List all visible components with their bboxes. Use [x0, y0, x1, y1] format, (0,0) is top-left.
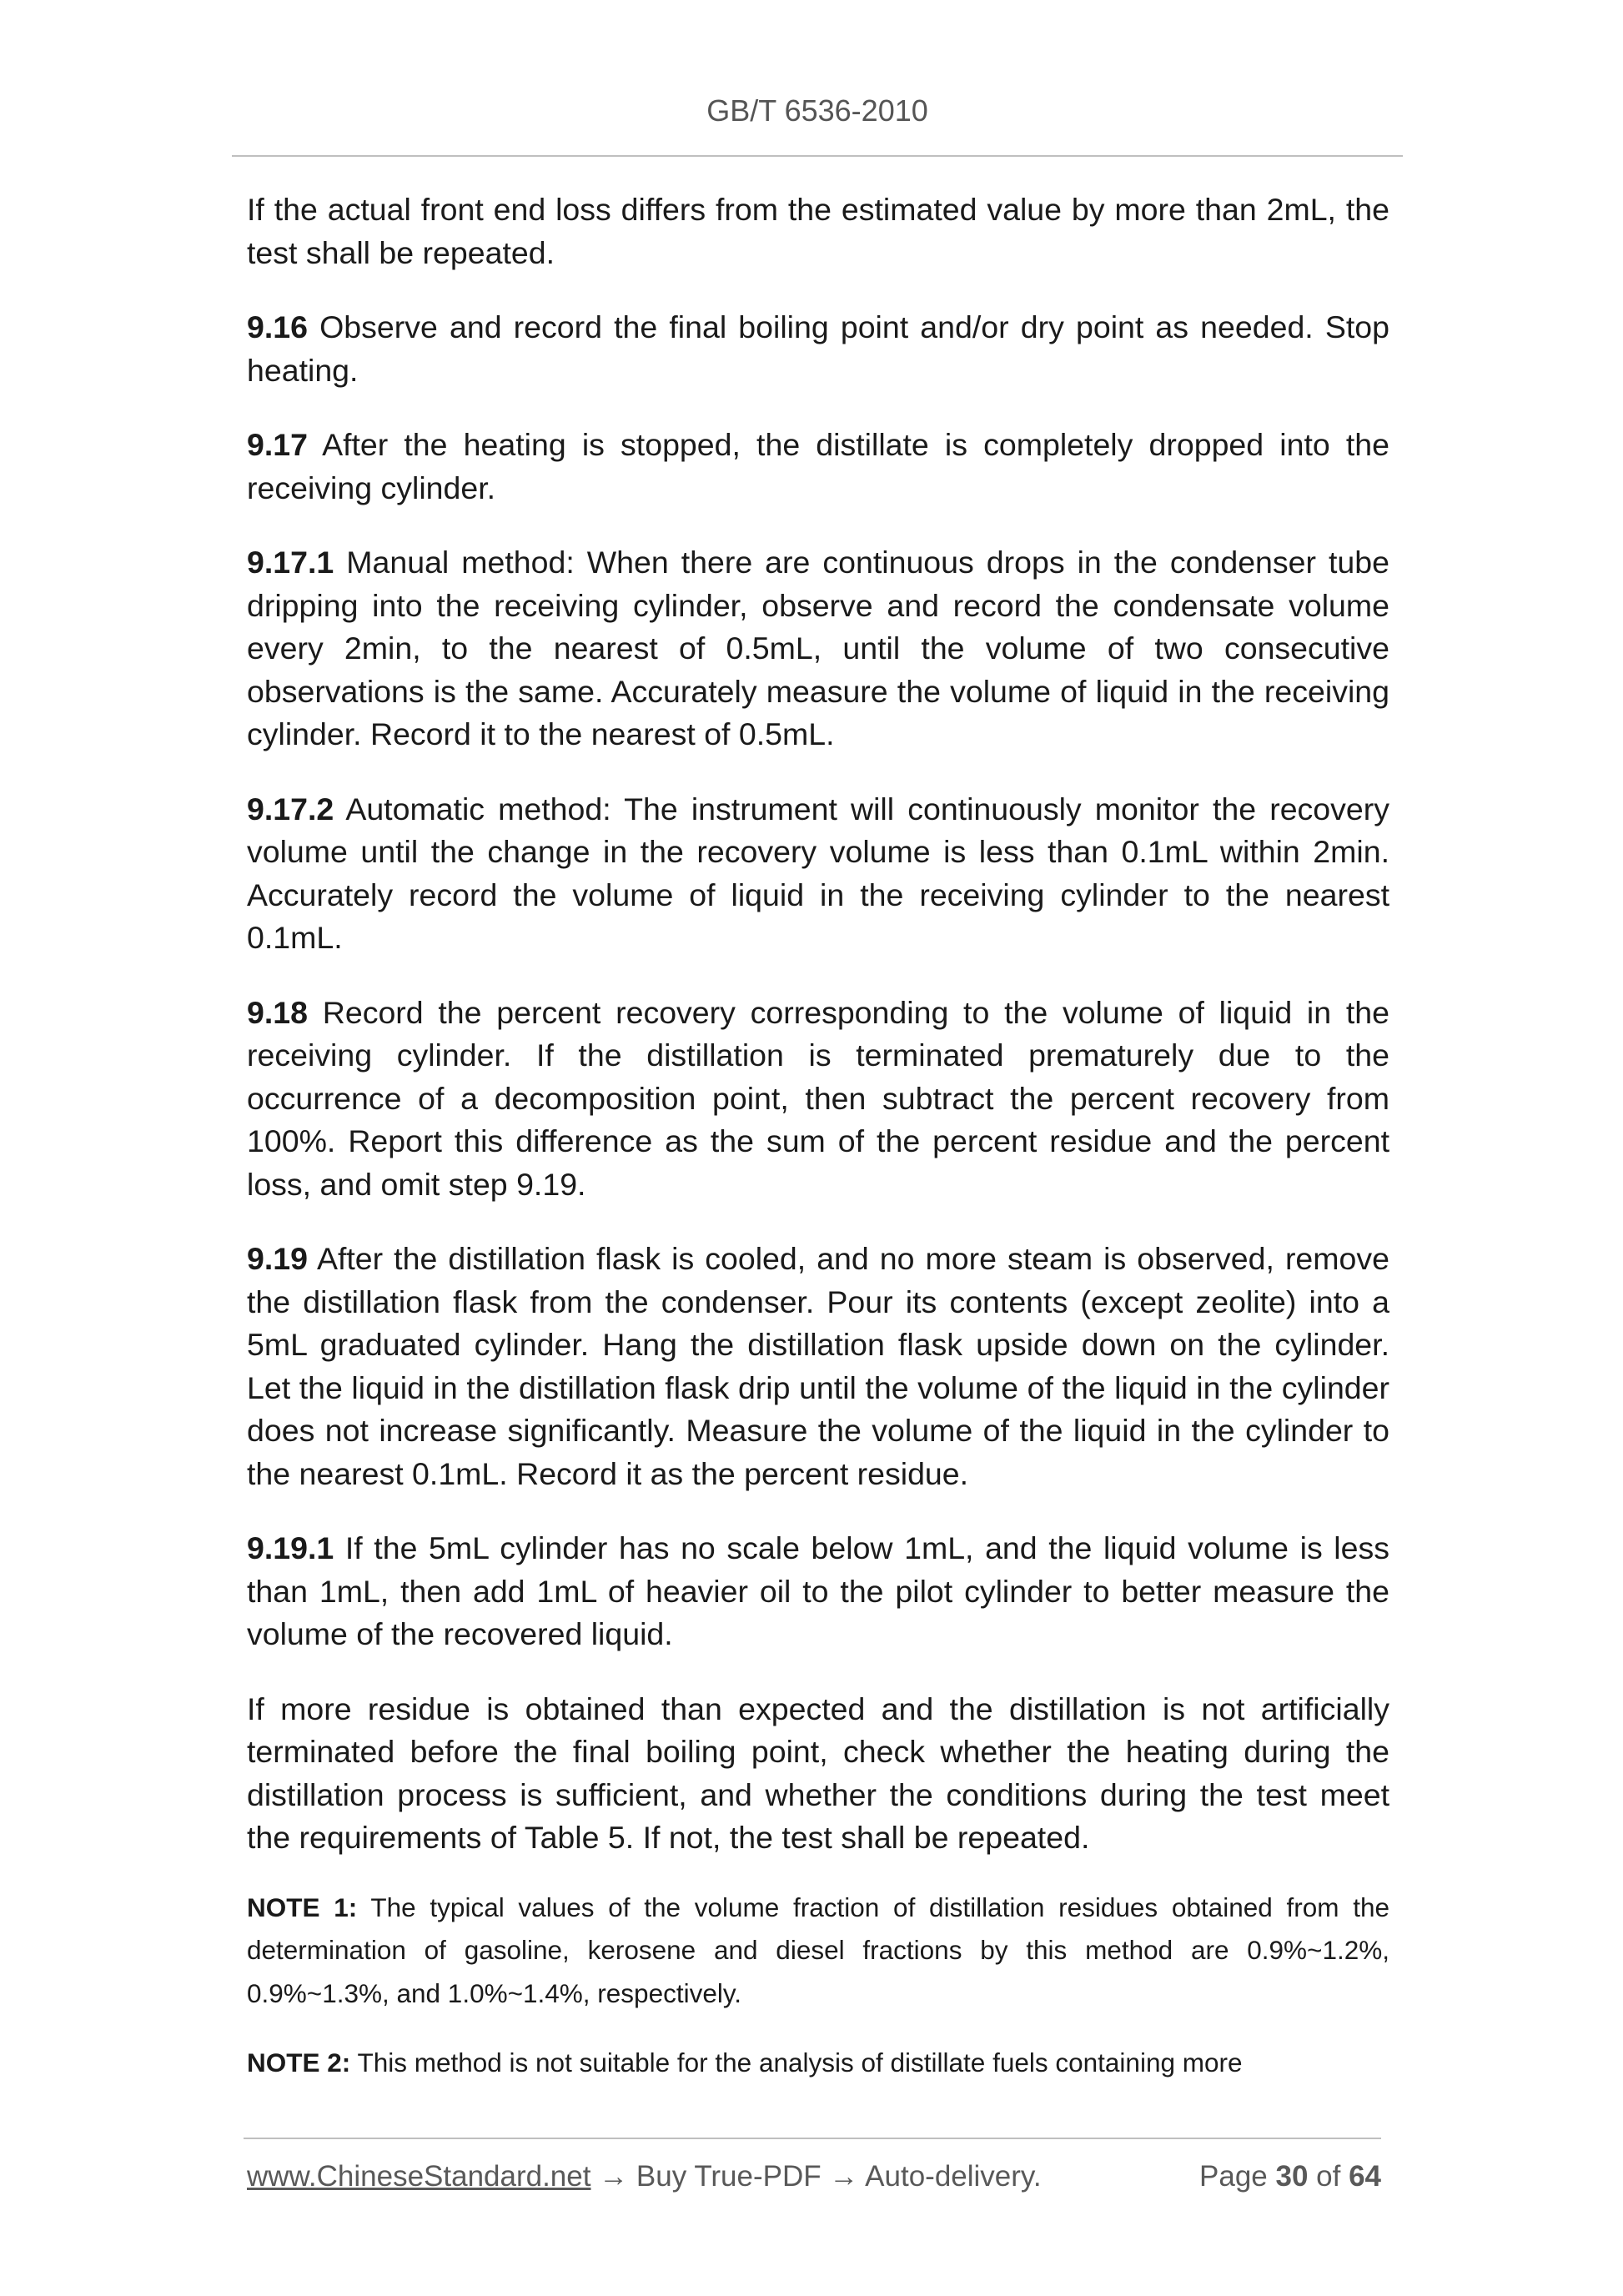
page-header-title: GB/T 6536-2010 [706, 93, 928, 128]
header-divider [232, 155, 1403, 157]
page-indicator: Page 30 of 64 [1199, 2160, 1381, 2193]
document-body [247, 188, 1389, 2085]
page-footer [247, 2160, 1381, 2202]
site-link[interactable]: www.ChineseStandard.net [247, 2160, 591, 2193]
clause-number: 9.16 [247, 309, 308, 344]
note-label: NOTE 1: [247, 1892, 358, 1922]
clause-9-17-1: 9.17.1 Manual method: When there are continuous drops in the condenser tube dripping into the receiving cylinder, observe and record the condensate volume every 2min, to the nearest of 0.5mL, until the volume of two consecutive observations is the same. Accurately measure the volume of liquid in the receiving cylinder. Record it to the nearest of 0.5mL. [247, 545, 1389, 751]
clause-9-19-1: 9.19.1 If the 5mL cylinder has no scale below 1mL, and the liquid volume is less than 1mL, then add 1mL of heavier oil to the pilot cylinder to better measure the volume of the recovered liquid. [247, 1530, 1389, 1651]
clause-number: 9.18 [247, 994, 308, 1030]
paragraph-residue-check: If more residue is obtained than expected and the distillation is not artificially terminated before the final boiling point, check whether the heating during the distillation process is sufficient, and whether the conditions during the test meet the requirements of Table 5. If not, the test shall be repeated. [247, 1691, 1389, 1855]
clause-9-17: 9.17 After the heating is stopped, the distillate is completely dropped into the receiving cylinder. [247, 427, 1389, 505]
clause-number: 9.17.1 [247, 545, 334, 580]
total-pages: 64 [1349, 2160, 1381, 2193]
note-1: NOTE 1: The typical values of the volume fraction of distillation residues obtained from the determination of gasoline, kerosene and diesel fractions by this method are 0.9%~1.2%, 0.9%~1.3%, and 1.0%~1.4%, respectively. [247, 1892, 1390, 2008]
clause-9-16: 9.16 Observe and record the final boiling point and/or dry point as needed. Stop heating. [247, 309, 1389, 388]
note-label: NOTE 2: [247, 2047, 351, 2077]
footer-divider [244, 2138, 1381, 2139]
clause-9-19: 9.19 After the distillation flask is cooled, and no more steam is observed, remove the distillation flask from the condenser. Pour its contents (except zeolite) into a 5mL graduated cylinder. Hang the distillation flask upside down on the cylinder. Let the liquid in the distillation flask drip until the volume of the liquid in the cylinder does not increase significantly. Measure the volume of the liquid in the cylinder to the nearest 0.1mL. Record it as the percent residue. [247, 1241, 1389, 1491]
note-2: NOTE 2: This method is not suitable for the analysis of distillate fuels containing more [247, 2047, 1243, 2077]
footer-tagline: → Buy True-PDF → Auto-delivery. [590, 2160, 1042, 2193]
clause-9-17-2: 9.17.2 Automatic method: The instrument will continuously monitor the recovery volume until the change in the recovery volume is less than 0.1mL within 2min. Accurately record the volume of liquid in the receiving cylinder to the nearest 0.1mL. [247, 791, 1389, 955]
clause-9-18: 9.18 Record the percent recovery corresponding to the volume of liquid in the receiving cylinder. If the distillation is terminated prematurely due to the occurrence of a decomposition point, then subtract the percent recovery from 100%. Report this difference as the sum of the percent residue and the percent loss, and omit step 9.19. [247, 994, 1389, 1202]
current-page-number: 30 [1275, 2160, 1309, 2193]
clause-number: 9.17.2 [247, 791, 334, 826]
paragraph-front-end-loss: If the actual front end loss differs from the estimated value by more than 2mL, the test shall be repeated. [247, 192, 1389, 270]
clause-number: 9.19 [247, 1241, 308, 1276]
clause-number: 9.19.1 [247, 1530, 334, 1565]
footer-left [247, 2160, 1042, 2193]
clause-number: 9.17 [247, 427, 308, 462]
